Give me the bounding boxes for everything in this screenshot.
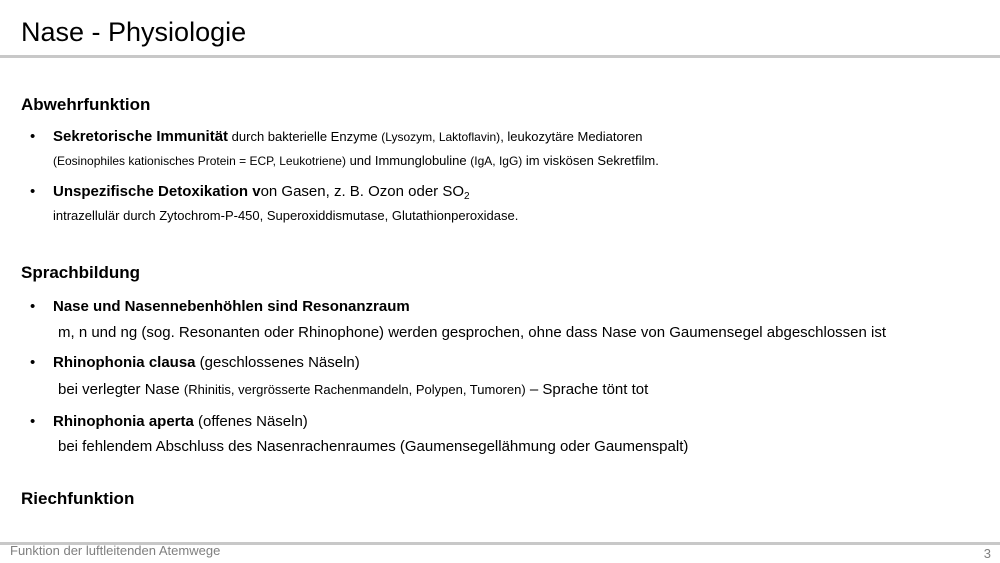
section-heading-abwehrfunktion: Abwehrfunktion [21,95,151,114]
bullet-text: durch bakterielle Enzyme [228,129,382,144]
bullet-bold-text: Rhinophonia aperta [53,413,194,430]
bullet-continuation-line: intrazellulär durch Zytochrom-P-450, Superoxiddismutase, Glutathionperoxidase. [53,208,519,223]
bullet-bold-text: Unspezifische Detoxikation v [53,183,261,200]
bullet-text: bei verlegter Nase [58,381,184,398]
title-divider [0,55,1000,58]
bullet-line-rhinophonia-clausa [53,353,360,373]
bullet-text: on Gasen, z. B. Ozon oder SO [260,183,464,200]
section-heading-riechfunktion: Riechfunktion [21,489,135,508]
bullet-text: (offenes Näseln) [193,413,308,430]
bullet-text: im viskösen Sekretfilm. [522,153,659,168]
bullet-continuation-line [58,380,648,400]
bullet-line-secretory-immunity [53,127,643,147]
bullet-marker: • [30,183,36,200]
bullet-text: und Immunglobuline [345,153,471,168]
subscript-text: 2 [464,191,470,202]
bullet-line-rhinophonia-aperta [53,412,308,432]
bullet-marker: • [30,413,36,430]
bullet-marker: • [30,354,36,371]
bullet-continuation-line [53,151,659,171]
bullet-text: (geschlossenes Näseln) [195,354,360,371]
bullet-bold-text: Rhinophonia clausa [53,354,196,371]
bullet-text-small: (Lysozym, Laktoflavin) [381,130,501,144]
bullet-line-detoxication [53,182,470,202]
bullet-marker: • [30,298,36,315]
footer-text: Funktion der luftleitenden Atemwege [10,543,221,558]
bullet-marker: • [30,128,36,145]
bullet-bold-text: Nase und Nasennebenhöhlen sind Resonanzraum [53,298,410,315]
bullet-continuation-line: m, n und ng (sog. Resonanten oder Rhinophone) werden gesprochen, ohne dass Nase von Gaumensegel abgeschlossen ist [58,324,887,341]
section-heading-sprachbildung: Sprachbildung [21,263,140,282]
bullet-text-small: (Eosinophiles kationisches Protein = ECP, Leukotriene) [53,154,346,168]
page-number: 3 [983,546,991,561]
bullet-text-small: (IgA, IgG) [470,154,523,168]
bullet-text: – Sprache tönt tot [525,381,649,398]
bullet-line-resonance [53,297,410,317]
bullet-continuation-line: bei fehlendem Abschluss des Nasenrachenraumes (Gaumensegellähmung oder Gaumenspalt) [58,438,689,455]
bullet-text-small: (Rhinitis, vergrösserte Rachenmandeln, Polypen, Tumoren) [183,382,526,397]
slide-title: Nase - Physiologie [21,17,247,47]
bullet-bold-text: Sekretorische Immunität [53,128,229,145]
bullet-text: , leukozytäre Mediatoren [500,129,643,144]
